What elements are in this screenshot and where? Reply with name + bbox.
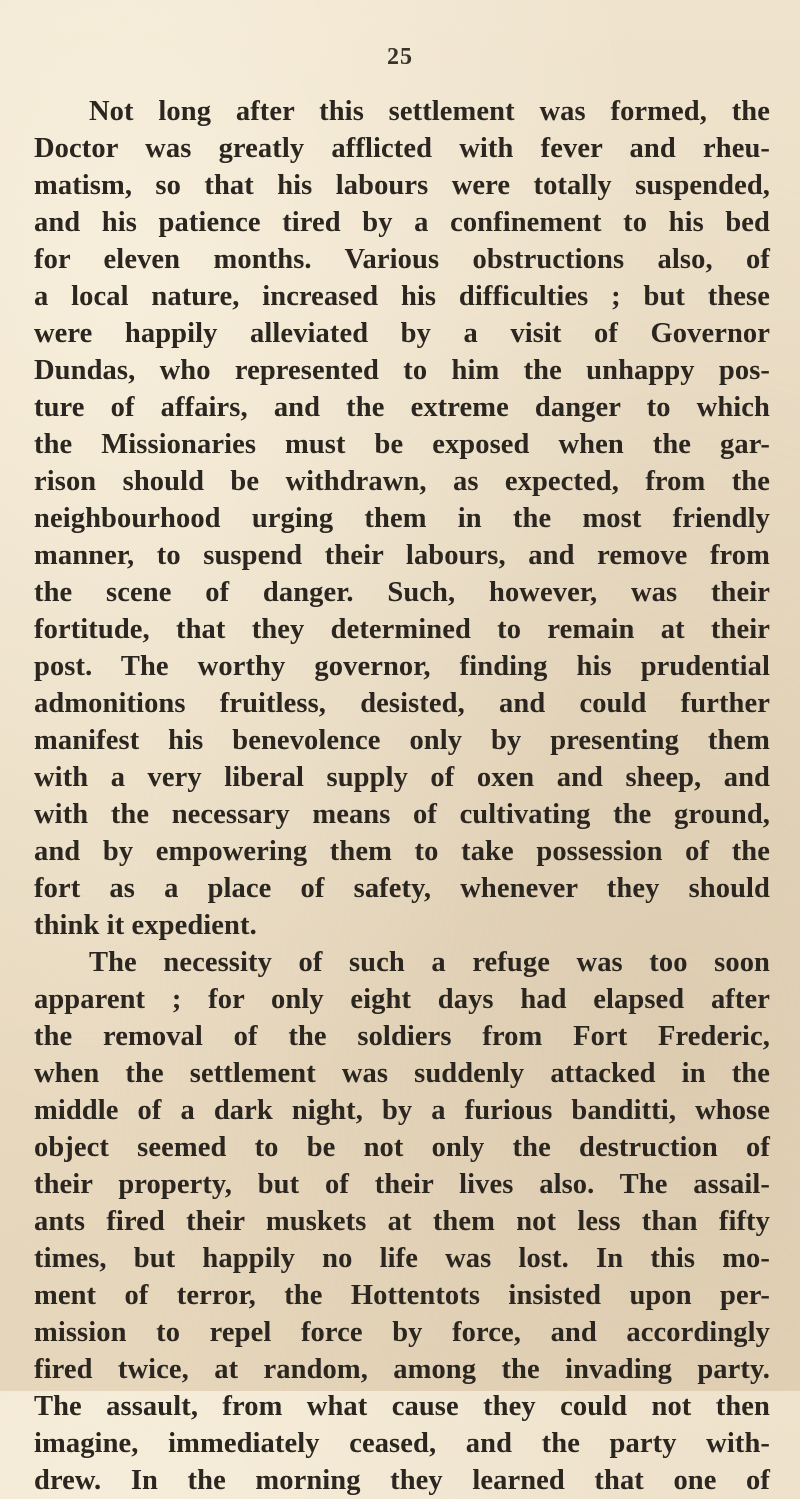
text-line: the removal of the soldiers from Fort Frederic, [34, 1021, 770, 1052]
text-line: The necessity of such a refuge was too soon [89, 947, 770, 978]
body-text [34, 93, 770, 1499]
text-line: admonitions fruitless, desisted, and could further [34, 688, 770, 719]
text-line: The assault, from what cause they could not then [34, 1391, 770, 1422]
text-line: the scene of danger. Such, however, was their [34, 577, 770, 608]
text-line: fortitude, that they determined to remain at their [34, 614, 770, 645]
text-line: Dundas, who represented to him the unhappy pos- [34, 355, 770, 386]
text-line: neighbourhood urging them in the most friendly [34, 503, 770, 534]
text-line: fired twice, at random, among the invading party. [34, 1354, 770, 1385]
text-line: fort as a place of safety, whenever they should [34, 873, 770, 904]
text-line: with the necessary means of cultivating the ground, [34, 799, 770, 830]
text-line: mission to repel force by force, and accordingly [34, 1317, 770, 1348]
text-line: imagine, immediately ceased, and the party with- [34, 1428, 770, 1459]
text-line: and by empowering them to take possession of the [34, 836, 770, 867]
text-line: manner, to suspend their labours, and remove from [34, 540, 770, 571]
text-line: drew. In the morning they learned that one of [34, 1465, 770, 1496]
text-line: post. The worthy governor, finding his prudential [34, 651, 770, 682]
text-line: rison should be withdrawn, as expected, from the [34, 466, 770, 497]
text-line: middle of a dark night, by a furious banditti, whose [34, 1095, 770, 1126]
page-number: 25 [387, 44, 413, 70]
text-line: object seemed to be not only the destruction of [34, 1132, 770, 1163]
text-line: ants fired their muskets at them not less than fifty [34, 1206, 770, 1237]
text-line: ment of terror, the Hottentots insisted upon per- [34, 1280, 770, 1311]
text-line: think it expedient. [34, 910, 257, 941]
text-line: a local nature, increased his difficulties ; but these [34, 281, 770, 312]
text-line: their property, but of their lives also. The assail- [34, 1169, 770, 1200]
text-line: Doctor was greatly afflicted with fever and rheu- [34, 133, 770, 164]
text-line: times, but happily no life was lost. In this mo- [34, 1243, 770, 1274]
text-line: for eleven months. Various obstructions also, of [34, 244, 770, 275]
text-line: when the settlement was suddenly attacked in the [34, 1058, 770, 1089]
text-line: the Missionaries must be exposed when the gar- [34, 429, 770, 460]
text-line: apparent ; for only eight days had elapsed after [34, 984, 770, 1015]
text-line: matism, so that his labours were totally suspended, [34, 170, 770, 201]
text-line: ture of affairs, and the extreme danger to which [34, 392, 770, 423]
text-line: were happily alleviated by a visit of Governor [34, 318, 770, 349]
text-line: with a very liberal supply of oxen and sheep, and [34, 762, 770, 793]
text-line: Not long after this settlement was formed, the [89, 96, 770, 127]
text-line: and his patience tired by a confinement to his bed [34, 207, 770, 238]
text-line: manifest his benevolence only by presenting them [34, 725, 770, 756]
